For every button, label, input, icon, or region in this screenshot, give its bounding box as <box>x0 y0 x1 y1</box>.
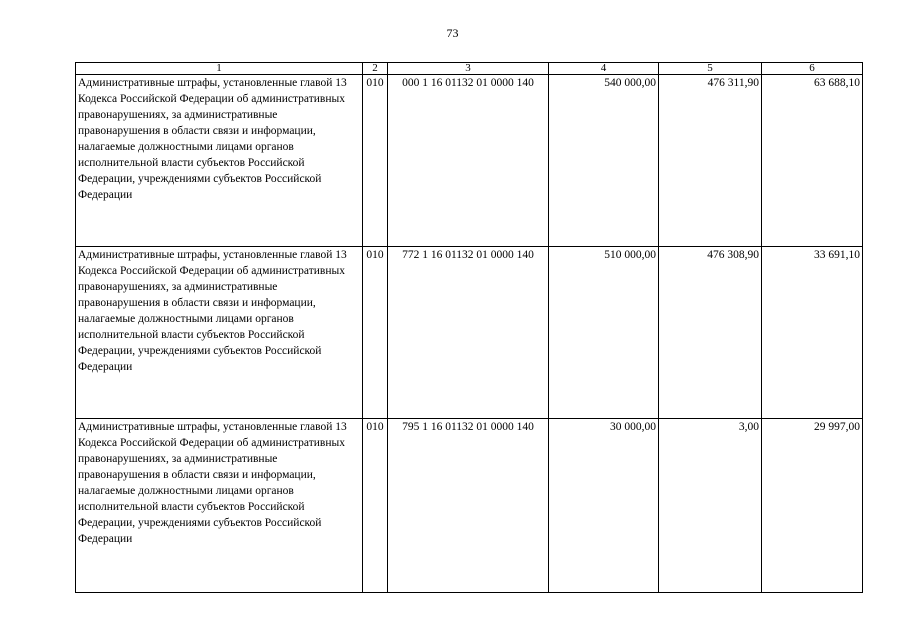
row-name-cell: Административные штрафы, установленные главой 13 Кодекса Российской Федерации об административных правонарушениях, за административные правонарушения в области связи и информации, налагаемые должностными лицами органов исполнительной власти субъектов Российской Федерации, учреждениями субъектов Российской Федерации <box>76 247 363 419</box>
executed-amount-cell: 476 308,90 <box>659 247 762 419</box>
budget-code-cell: 000 1 16 01132 01 0000 140 <box>388 75 549 247</box>
column-header-5: 5 <box>659 63 762 75</box>
column-header-1: 1 <box>76 63 363 75</box>
line-code-cell: 010 <box>363 419 388 593</box>
approved-amount-cell: 510 000,00 <box>549 247 659 419</box>
table-row <box>76 419 863 593</box>
column-header-3: 3 <box>388 63 549 75</box>
executed-amount-cell: 476 311,90 <box>659 75 762 247</box>
column-header-6: 6 <box>762 63 863 75</box>
approved-amount-cell: 30 000,00 <box>549 419 659 593</box>
unexecuted-amount-cell: 29 997,00 <box>762 419 863 593</box>
unexecuted-amount-cell: 33 691,10 <box>762 247 863 419</box>
budget-code-cell: 772 1 16 01132 01 0000 140 <box>388 247 549 419</box>
page-number: 73 <box>446 26 459 40</box>
approved-amount-cell: 540 000,00 <box>549 75 659 247</box>
row-name-cell: Административные штрафы, установленные главой 13 Кодекса Российской Федерации об административных правонарушениях, за административные правонарушения в области связи и информации, налагаемые должностными лицами органов исполнительной власти субъектов Российской Федерации, учреждениями субъектов Российской Федерации <box>76 75 363 247</box>
report-table <box>75 62 863 593</box>
line-code-cell: 010 <box>363 75 388 247</box>
column-header-4: 4 <box>549 63 659 75</box>
line-code-cell: 010 <box>363 247 388 419</box>
executed-amount-cell: 3,00 <box>659 419 762 593</box>
budget-code-cell: 795 1 16 01132 01 0000 140 <box>388 419 549 593</box>
unexecuted-amount-cell: 63 688,10 <box>762 75 863 247</box>
table-row <box>76 75 863 247</box>
table-row <box>76 247 863 419</box>
column-header-2: 2 <box>363 63 388 75</box>
row-name-cell: Административные штрафы, установленные главой 13 Кодекса Российской Федерации об административных правонарушениях, за административные правонарушения в области связи и информации, налагаемые должностными лицами органов исполнительной власти субъектов Российской Федерации, учреждениями субъектов Российской Федерации <box>76 419 363 593</box>
column-number-row <box>76 63 863 75</box>
